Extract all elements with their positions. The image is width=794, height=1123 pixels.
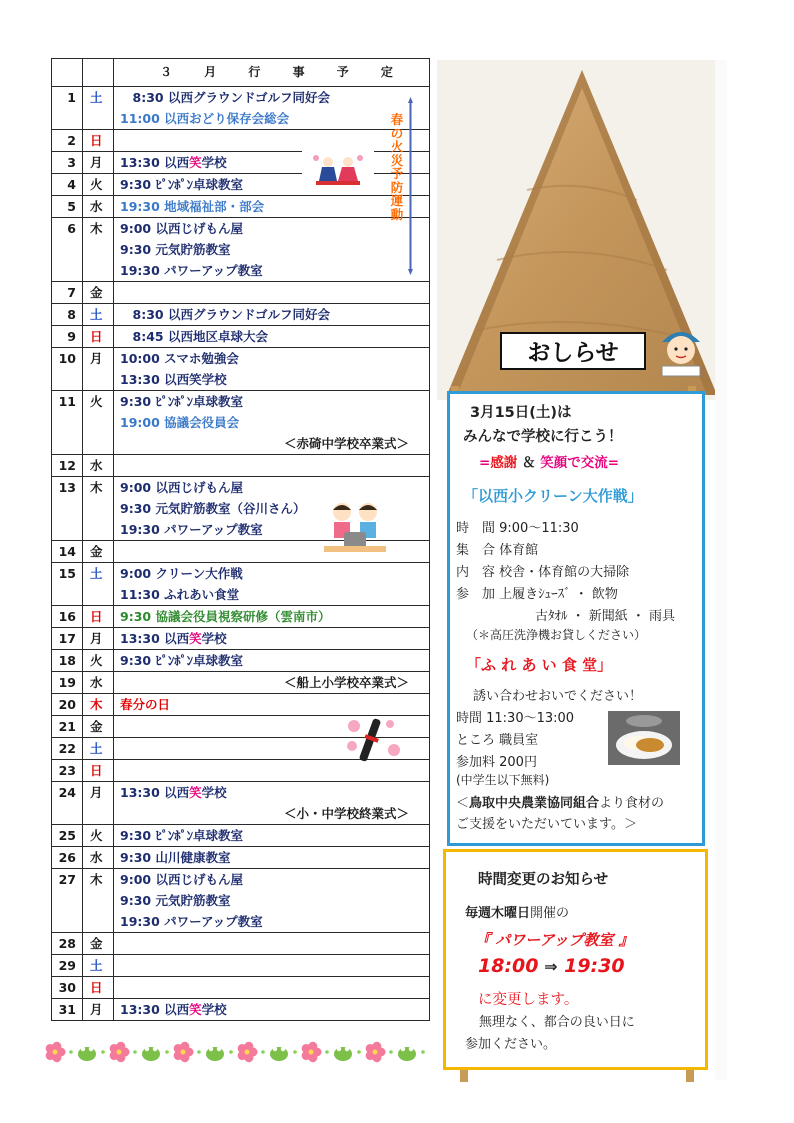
event-item: 19:30 地域福祉部・部会 xyxy=(120,199,265,214)
plum-blossom-icon xyxy=(238,1042,258,1062)
cafe-place: ところ 職員室 xyxy=(456,733,539,748)
day-number: 7 xyxy=(52,282,83,304)
flower-border-decoration xyxy=(45,1040,435,1064)
event-item: 9:00 以西じげもん屋 xyxy=(120,480,243,495)
events-cell xyxy=(114,326,430,348)
events-cell xyxy=(114,218,430,282)
calendar-row xyxy=(52,606,430,628)
calendar-header-row xyxy=(52,59,430,87)
day-number: 9 xyxy=(52,326,83,348)
cleanup-place: 集 合 体育館 xyxy=(456,543,539,558)
plum-blossom-icon xyxy=(46,1042,66,1062)
weekday: 木 xyxy=(83,694,114,716)
frog-icon xyxy=(334,1047,352,1061)
day-number: 14 xyxy=(52,541,83,563)
period-arrow xyxy=(408,97,413,275)
calendar-row xyxy=(52,672,430,694)
weekday: 日 xyxy=(83,130,114,152)
weekday: 水 xyxy=(83,455,114,477)
dot-decoration xyxy=(389,1050,393,1054)
dot-decoration xyxy=(325,1050,329,1054)
plum-blossom-icon xyxy=(110,1042,130,1062)
events-cell xyxy=(114,174,430,196)
event-item xyxy=(120,999,429,1020)
day-number: 19 xyxy=(52,672,83,694)
event-text: 学校 xyxy=(201,631,227,646)
event-item: 9:00 以西じげもん屋 xyxy=(120,872,243,887)
day-number: 5 xyxy=(52,196,83,218)
day-number: 22 xyxy=(52,738,83,760)
header-weekday-cell xyxy=(83,59,114,87)
event-highlight: 笑 xyxy=(189,1002,202,1017)
weekday: 水 xyxy=(83,672,114,694)
weekday: 月 xyxy=(83,999,114,1021)
event-text: 13:30 以西 xyxy=(120,155,190,170)
events-cell xyxy=(114,152,430,174)
calendar-row xyxy=(52,304,430,326)
event-item: 9:30 ﾋﾟﾝﾎﾟﾝ卓球教室 xyxy=(120,828,243,843)
event-item: ＜小・中学校終業式＞ xyxy=(283,806,409,821)
calendar-row xyxy=(52,847,430,869)
weekday: 水 xyxy=(83,196,114,218)
event-date-line: 3月15日(土)は xyxy=(470,405,572,421)
weekday: 土 xyxy=(83,563,114,606)
calendar-row xyxy=(52,218,430,282)
events-cell xyxy=(114,933,430,955)
event-item: 8:30 以西グラウンドゴルフ同好会 xyxy=(120,90,330,105)
frog-icon xyxy=(270,1047,288,1061)
event-item: 13:30 以西笑学校 xyxy=(120,372,227,387)
dot-decoration xyxy=(357,1050,361,1054)
calendar-row xyxy=(52,999,430,1021)
day-number: 21 xyxy=(52,716,83,738)
event-text: 13:30 以西 xyxy=(120,631,190,646)
events-cell xyxy=(114,606,430,628)
day-number: 30 xyxy=(52,977,83,999)
events-cell xyxy=(114,782,430,825)
calendar-row xyxy=(52,391,430,455)
curry-photo xyxy=(608,711,680,765)
day-number: 29 xyxy=(52,955,83,977)
weekday: 土 xyxy=(83,738,114,760)
frog-icon xyxy=(398,1047,416,1061)
mascot-illustration xyxy=(652,322,710,380)
right-edge-strip xyxy=(715,60,727,1080)
cafe-thanks-line1: ＜鳥取中央農業協同組合より食材の xyxy=(456,796,665,811)
board-post-bottom-left xyxy=(460,1070,468,1082)
board-post-bottom-right xyxy=(686,1070,694,1082)
event-item: 19:30 パワーアップ教室 xyxy=(120,263,263,278)
event-item: 9:30 ﾋﾟﾝﾎﾟﾝ卓球教室 xyxy=(120,653,243,668)
time-change-line4: 無理なく、都合の良い日に xyxy=(479,1015,635,1030)
event-text: 13:30 以西 xyxy=(120,1002,190,1017)
calendar-row xyxy=(52,455,430,477)
event-item: 8:45 以西地区卓球大会 xyxy=(120,329,268,344)
fire-prevention-note: 春 の 火 災 予 防 運 動 xyxy=(390,112,404,222)
calendar-row xyxy=(52,563,430,606)
plum-blossom-icon xyxy=(302,1042,322,1062)
dot-decoration xyxy=(165,1050,169,1054)
weekday: 土 xyxy=(83,87,114,130)
day-number: 31 xyxy=(52,999,83,1021)
calendar-row xyxy=(52,977,430,999)
weekday: 月 xyxy=(83,152,114,174)
events-cell xyxy=(114,650,430,672)
calendar-row xyxy=(52,933,430,955)
diploma-blossom-illustration xyxy=(342,712,406,768)
event-slogan: =感謝 ＆ 笑顔で交流= xyxy=(479,455,620,471)
events-cell xyxy=(114,977,430,999)
header-day-cell xyxy=(52,59,83,87)
weekday: 木 xyxy=(83,477,114,541)
weekday: 金 xyxy=(83,282,114,304)
weekday: 月 xyxy=(83,782,114,825)
cleanup-bring-2: 古ﾀｵﾙ ・ 新聞紙 ・ 雨具 xyxy=(535,609,676,624)
cleanup-title: 「以西小クリーン大作戦」 xyxy=(463,487,643,505)
weekday: 木 xyxy=(83,218,114,282)
dot-decoration xyxy=(101,1050,105,1054)
event-item: ＜赤碕中学校卒業式＞ xyxy=(283,436,409,451)
events-cell xyxy=(114,304,430,326)
cafe-invite: 誘い合わせおいでください！ xyxy=(473,689,643,704)
cafe-free-note: (中学生以下無料) xyxy=(456,773,550,787)
day-number: 2 xyxy=(52,130,83,152)
event-item: 10:00 スマホ勉強会 xyxy=(120,351,239,366)
day-number: 11 xyxy=(52,391,83,455)
day-number: 18 xyxy=(52,650,83,672)
calendar-row xyxy=(52,348,430,391)
event-item: 9:30 元気貯筋教室 xyxy=(120,242,231,257)
events-cell xyxy=(114,348,430,391)
day-number: 6 xyxy=(52,218,83,282)
frog-icon xyxy=(142,1047,160,1061)
weekday: 日 xyxy=(83,760,114,782)
time-change-title: 時間変更のお知らせ xyxy=(478,872,609,888)
event-item: ＜船上小学校卒業式＞ xyxy=(283,675,409,690)
calendar-row xyxy=(52,87,430,130)
event-item: 9:30 元気貯筋教室（谷川さん） xyxy=(120,501,306,516)
events-cell xyxy=(114,455,430,477)
program-name: 『 パワーアップ教室 』 xyxy=(475,931,634,949)
cleanup-note: （＊高圧洗浄機お貸しください） xyxy=(466,628,647,642)
event-item: 9:00 以西じげもん屋 xyxy=(120,221,243,236)
events-cell xyxy=(114,847,430,869)
cafe-thanks-line2: ご支援をいただいています。＞ xyxy=(456,817,637,832)
events-cell xyxy=(114,672,430,694)
children-illustration xyxy=(322,498,388,556)
day-number: 1 xyxy=(52,87,83,130)
day-number: 12 xyxy=(52,455,83,477)
cafe-time: 時間 11:30～13:00 xyxy=(456,711,575,726)
day-number: 27 xyxy=(52,869,83,933)
calendar-row xyxy=(52,782,430,825)
day-number: 24 xyxy=(52,782,83,825)
day-number: 16 xyxy=(52,606,83,628)
event-text: 学校 xyxy=(201,155,227,170)
event-invite-line: みんなで学校に行こう！ xyxy=(463,429,623,445)
weekday: 火 xyxy=(83,391,114,455)
events-cell xyxy=(114,282,430,304)
day-number: 20 xyxy=(52,694,83,716)
weekday: 土 xyxy=(83,304,114,326)
dot-decoration xyxy=(133,1050,137,1054)
event-highlight: 笑 xyxy=(189,631,202,646)
event-item: 8:30 以西グラウンドゴルフ同好会 xyxy=(120,307,330,322)
day-number: 26 xyxy=(52,847,83,869)
cafe-title: 「ふ れ あ い 食 堂」 xyxy=(466,656,613,674)
event-item: 9:30 協議会役員視察研修（雲南市） xyxy=(120,609,331,624)
weekday: 木 xyxy=(83,869,114,933)
notice-title: おしらせ xyxy=(500,332,646,370)
calendar-row xyxy=(52,326,430,348)
event-item: 春分の日 xyxy=(120,697,171,712)
event-highlight: 笑 xyxy=(189,785,202,800)
event-item: 9:00 クリーン大作戦 xyxy=(120,566,243,581)
weekday: 金 xyxy=(83,933,114,955)
dot-decoration xyxy=(229,1050,233,1054)
day-number: 8 xyxy=(52,304,83,326)
weekday: 火 xyxy=(83,174,114,196)
weekday: 金 xyxy=(83,541,114,563)
event-item: 19:30 パワーアップ教室 xyxy=(120,914,263,929)
calendar-row xyxy=(52,650,430,672)
time-change-line1: 毎週木曜日開催の xyxy=(465,906,570,921)
weekday: 日 xyxy=(83,606,114,628)
day-number: 3 xyxy=(52,152,83,174)
plum-blossom-icon xyxy=(174,1042,194,1062)
weekday: 金 xyxy=(83,716,114,738)
event-item: 9:30 ﾋﾟﾝﾎﾟﾝ卓球教室 xyxy=(120,394,243,409)
cleanup-time: 時 間 9:00～11:30 xyxy=(456,521,579,536)
cleanup-content: 内 容 校舎・体育館の大掃除 xyxy=(456,565,630,580)
day-number: 15 xyxy=(52,563,83,606)
frog-icon xyxy=(206,1047,224,1061)
event-item: 11:30 ふれあい食堂 xyxy=(120,587,240,602)
event-item: 9:30 ﾋﾟﾝﾎﾟﾝ卓球教室 xyxy=(120,177,243,192)
day-number: 28 xyxy=(52,933,83,955)
event-item: 11:00 以西おどり保存会総会 xyxy=(120,111,290,126)
events-cell xyxy=(114,196,430,218)
cleanup-bring-1: 参 加 上履きｼｭｰｽﾞ ・ 飲物 xyxy=(456,587,618,602)
dot-decoration xyxy=(261,1050,265,1054)
time-change-values: 18:00 ⇒ 19:30 xyxy=(478,955,625,977)
calendar-row xyxy=(52,869,430,933)
frog-icon xyxy=(78,1047,96,1061)
events-cell xyxy=(114,628,430,650)
day-number: 25 xyxy=(52,825,83,847)
calendar-row xyxy=(52,825,430,847)
calendar-title: ３ 月 行 事 予 定 xyxy=(160,65,407,79)
time-change-line5: 参加ください。 xyxy=(465,1037,557,1052)
events-cell xyxy=(114,563,430,606)
event-item: 9:30 元気貯筋教室 xyxy=(120,893,231,908)
events-cell xyxy=(114,391,430,455)
events-cell xyxy=(114,999,430,1021)
event-item xyxy=(120,152,429,173)
time-change-line3: に変更します。 xyxy=(478,992,579,1008)
event-item: 9:30 山川健康教室 xyxy=(120,850,231,865)
calendar-row xyxy=(52,955,430,977)
dot-decoration xyxy=(293,1050,297,1054)
weekday: 日 xyxy=(83,326,114,348)
header-title-cell xyxy=(114,59,430,87)
event-item xyxy=(120,628,429,649)
event-highlight: 笑 xyxy=(189,155,202,170)
dot-decoration xyxy=(421,1050,425,1054)
day-number: 4 xyxy=(52,174,83,196)
cafe-fee: 参加料 200円 xyxy=(456,755,537,770)
weekday: 火 xyxy=(83,650,114,672)
weekday: 火 xyxy=(83,825,114,847)
weekday: 土 xyxy=(83,955,114,977)
day-number: 10 xyxy=(52,348,83,391)
event-item: 19:30 パワーアップ教室 xyxy=(120,522,263,537)
dot-decoration xyxy=(69,1050,73,1054)
dot-decoration xyxy=(197,1050,201,1054)
events-cell xyxy=(114,955,430,977)
day-number: 17 xyxy=(52,628,83,650)
day-number: 23 xyxy=(52,760,83,782)
event-item xyxy=(120,782,429,803)
events-cell xyxy=(114,87,430,130)
calendar-row xyxy=(52,196,430,218)
events-cell xyxy=(114,130,430,152)
weekday: 月 xyxy=(83,348,114,391)
plum-blossom-icon xyxy=(366,1042,386,1062)
hina-dolls-illustration xyxy=(302,149,374,189)
weekday: 水 xyxy=(83,847,114,869)
event-text: 学校 xyxy=(201,785,227,800)
event-text: 学校 xyxy=(201,1002,227,1017)
calendar-row xyxy=(52,282,430,304)
day-number: 13 xyxy=(52,477,83,541)
events-cell xyxy=(114,825,430,847)
weekday: 日 xyxy=(83,977,114,999)
event-text: 13:30 以西 xyxy=(120,785,190,800)
calendar-row xyxy=(52,628,430,650)
event-item: 19:00 協議会役員会 xyxy=(120,415,240,430)
weekday: 月 xyxy=(83,628,114,650)
events-cell xyxy=(114,869,430,933)
